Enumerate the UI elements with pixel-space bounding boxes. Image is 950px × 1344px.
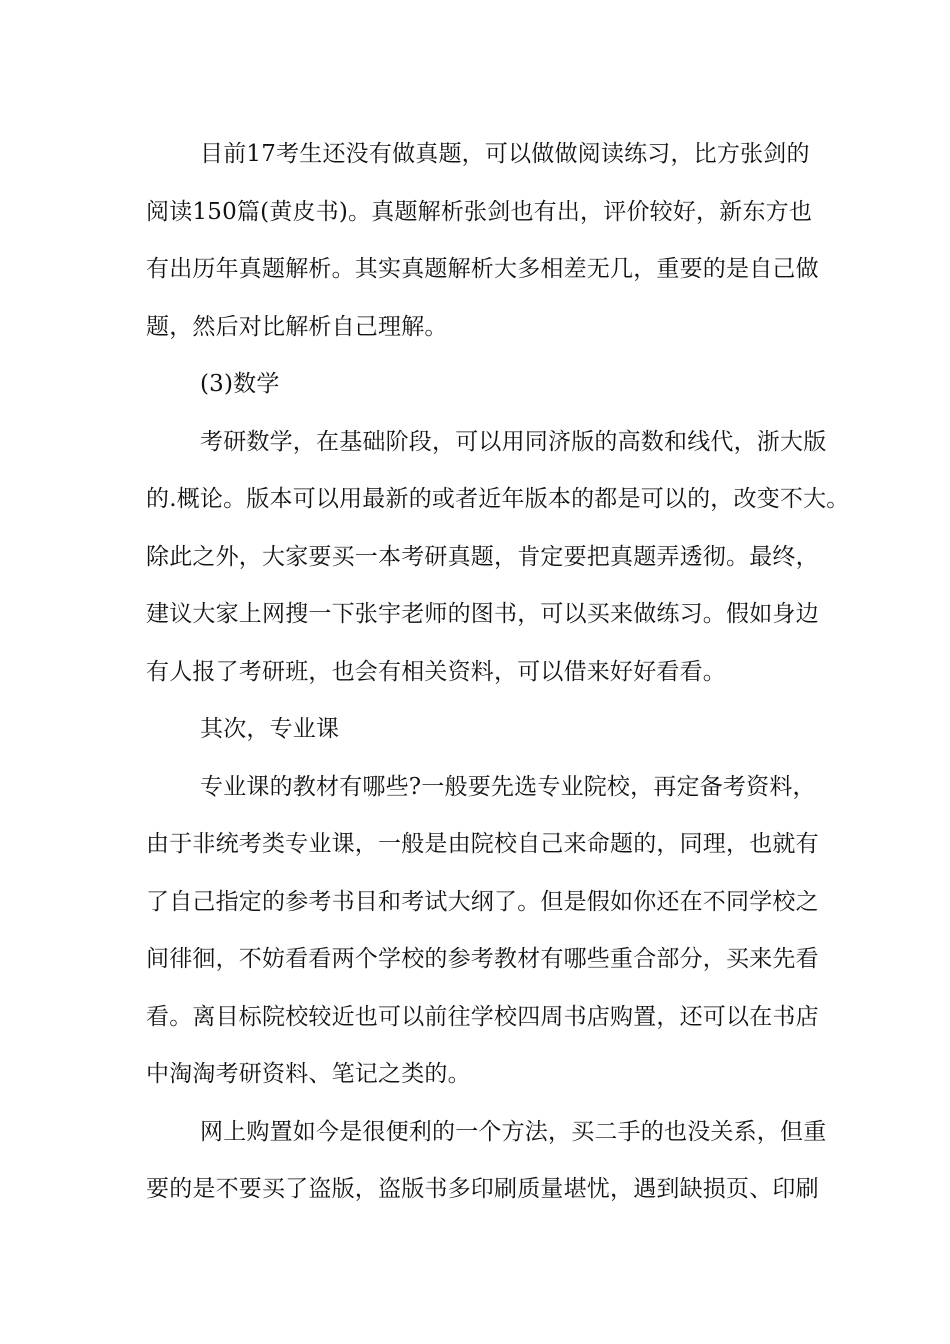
text-line: 有人报了考研班，也会有相关资料，可以借来好好看看。	[146, 658, 726, 685]
section-heading-major: 其次，专业课	[200, 716, 340, 742]
document-body	[146, 126, 850, 1219]
text-line: 除此之外，大家要买一本考研真题，肯定要把真题弄透彻。最终，	[146, 543, 819, 570]
section-heading-math: (3)数学	[200, 371, 280, 397]
text-line: 了自己指定的参考书目和考试大纲了。但是假如你还在不同学校之	[146, 888, 819, 915]
text-line: 阅读150篇(黄皮书)。真题解析张剑也有出，评价较好，新东方也	[146, 198, 813, 225]
text-line: 间徘徊，不妨看看两个学校的参考教材有哪些重合部分，买来先看	[146, 946, 819, 972]
text-line: 要的是不要买了盗版，盗版书多印刷质量堪忧，遇到缺损页、印刷	[146, 1176, 819, 1202]
text-line: 题，然后对比解析自己理解。	[146, 313, 448, 340]
text-line: 目前17考生还没有做真题，可以做做阅读练习，比方张剑的	[200, 141, 810, 167]
text-line: 看。离目标院校较近也可以前往学校四周书店购置，还可以在书店	[146, 1003, 819, 1030]
text-line: 由于非统考类专业课，一般是由院校自己来命题的，同理，也就有	[146, 831, 819, 857]
text-line: 有出历年真题解析。其实真题解析大多相差无几，重要的是自己做	[146, 256, 819, 282]
text-line: 考研数学，在基础阶段，可以用同济版的高数和线代，浙大版	[200, 428, 827, 455]
text-line: 中淘淘考研资料、笔记之类的。	[146, 1061, 471, 1087]
text-line: 网上购置如今是很便利的一个方法，买二手的也没关系，但重	[200, 1118, 827, 1145]
text-line: 的.概论。版本可以用最新的或者近年版本的都是可以的，改变不大。	[146, 486, 850, 512]
text-line: 专业课的教材有哪些?一般要先选专业院校，再定备考资料，	[200, 773, 816, 800]
text-line: 建议大家上网搜一下张宇老师的图书，可以买来做练习。假如身边	[146, 601, 819, 627]
